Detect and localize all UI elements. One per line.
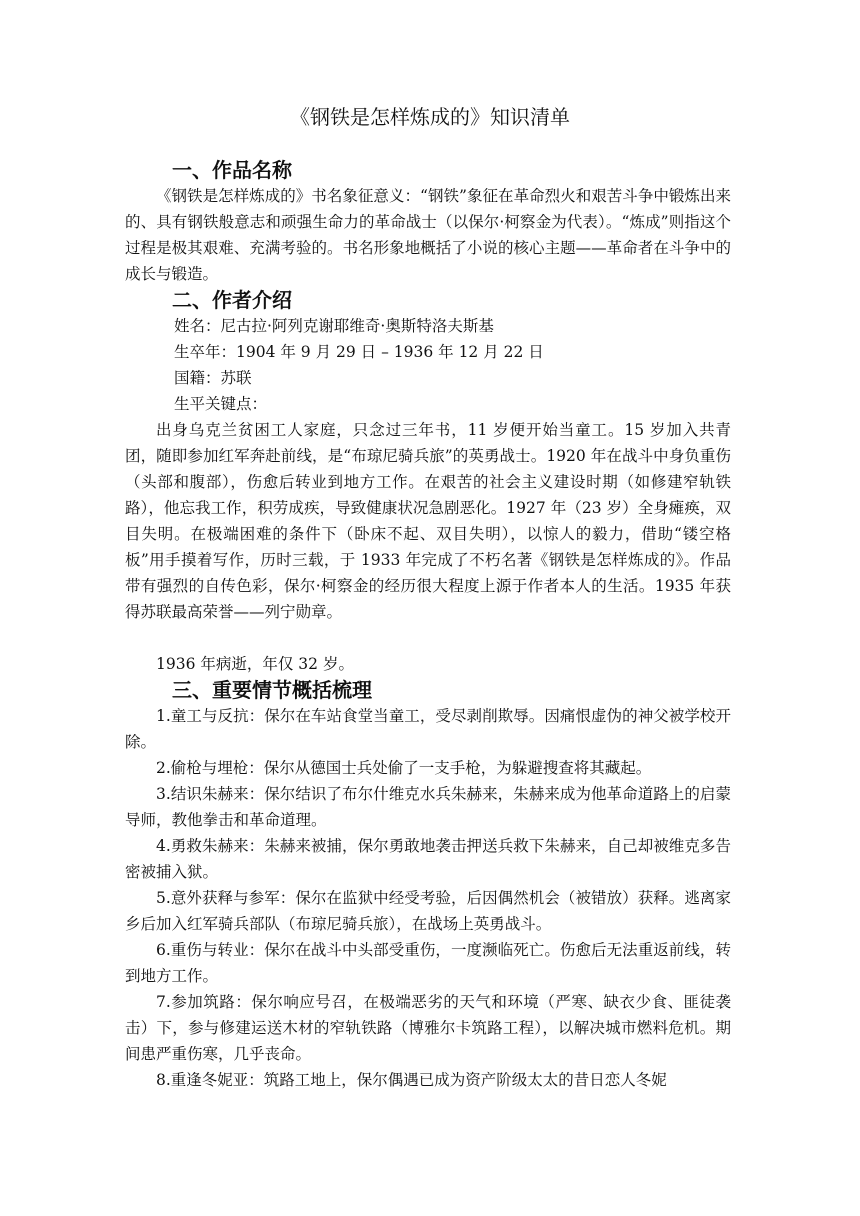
document-title: 《钢铁是怎样炼成的》知识清单 xyxy=(290,105,570,129)
author-keypoints-label: 生平关键点： xyxy=(174,395,268,413)
author-lifespan: 生卒年：1904 年 9 月 29 日 – 1936 年 12 月 22 日 xyxy=(174,343,544,361)
section-heading-work-name: 一、作品名称 xyxy=(172,158,292,182)
author-bio-paragraph: 出身乌克兰贫困工人家庭，只念过三年书，11 岁便开始当童工。15 岁加入共青团，随即参加红军奔赴前线，是“布琼尼骑兵旅”的英勇战士。1920 年在战斗中身负重伤（头部和腹部），伤愈后转业到地方工作。在艰苦的社会主义建设时期（如修建窄轨铁路），他忘我工作，积劳成疾，导致健康状况急剧恶化。1927 年（23 岁）全身瘫痪，双目失明。在极端困难的条件下（卧床不起、双目失明），以惊人的毅力，借助“镂空格板”用手摸着写作，历时三载，于 1933 年完成了不朽名著《钢铁是怎样炼成的》。作品带有强烈的自传色彩，保尔·柯察金的经历很大程度上源于作者本人的生活。1935 年获得苏联最高荣誉——列宁勋章。 xyxy=(125,421,731,621)
plot-item: 7.参加筑路：保尔响应号召，在极端恶劣的天气和环境（严寒、缺衣少食、匪徒袭击）下，参与修建运送木材的窄轨铁路（博雅尔卡筑路工程），以解决城市燃料危机。期间患严重伤寒，几乎丧命。 xyxy=(125,993,731,1063)
plot-item: 1.童工与反抗：保尔在车站食堂当童工，受尽剥削欺辱。因痛恨虚伪的神父被学校开除。 xyxy=(125,707,731,751)
author-nationality: 国籍：苏联 xyxy=(174,369,252,387)
author-death-paragraph: 1936 年病逝，年仅 32 岁。 xyxy=(156,655,354,673)
plot-item: 2.偷枪与埋枪：保尔从德国士兵处偷了一支手枪，为躲避搜查将其藏起。 xyxy=(156,759,652,777)
book-title-meaning-paragraph: 《钢铁是怎样炼成的》书名象征意义：“钢铁”象征在革命烈火和艰苦斗争中锻炼出来的、具有钢铁般意志和顽强生命力的革命战士（以保尔·柯察金为代表）。“炼成”则指这个过程是极其艰难、充满考验的。书名形象地概括了小说的核心主题——革命者在斗争中的成长与锻造。 xyxy=(125,187,731,283)
section-heading-plot: 三、重要情节概括梳理 xyxy=(172,678,372,702)
section-heading-author: 二、作者介绍 xyxy=(172,288,292,312)
plot-item: 5.意外获释与参军：保尔在监狱中经受考验，后因偶然机会（被错放）获释。逃离家乡后加入红军骑兵部队（布琼尼骑兵旅），在战场上英勇战斗。 xyxy=(125,889,731,933)
plot-item: 3.结识朱赫来：保尔结识了布尔什维克水兵朱赫来，朱赫来成为他革命道路上的启蒙导师，教他拳击和革命道理。 xyxy=(125,785,731,829)
author-name: 姓名：尼古拉·阿列克谢耶维奇·奥斯特洛夫斯基 xyxy=(174,317,494,335)
plot-item: 8.重逢冬妮亚：筑路工地上，保尔偶遇已成为资产阶级太太的昔日恋人冬妮 xyxy=(156,1071,667,1089)
plot-item: 4.勇救朱赫来：朱赫来被捕，保尔勇敢地袭击押送兵救下朱赫来，自己却被维克多告密被捕入狱。 xyxy=(125,837,731,881)
plot-item: 6.重伤与转业：保尔在战斗中头部受重伤，一度濒临死亡。伤愈后无法重返前线，转到地方工作。 xyxy=(125,941,731,985)
